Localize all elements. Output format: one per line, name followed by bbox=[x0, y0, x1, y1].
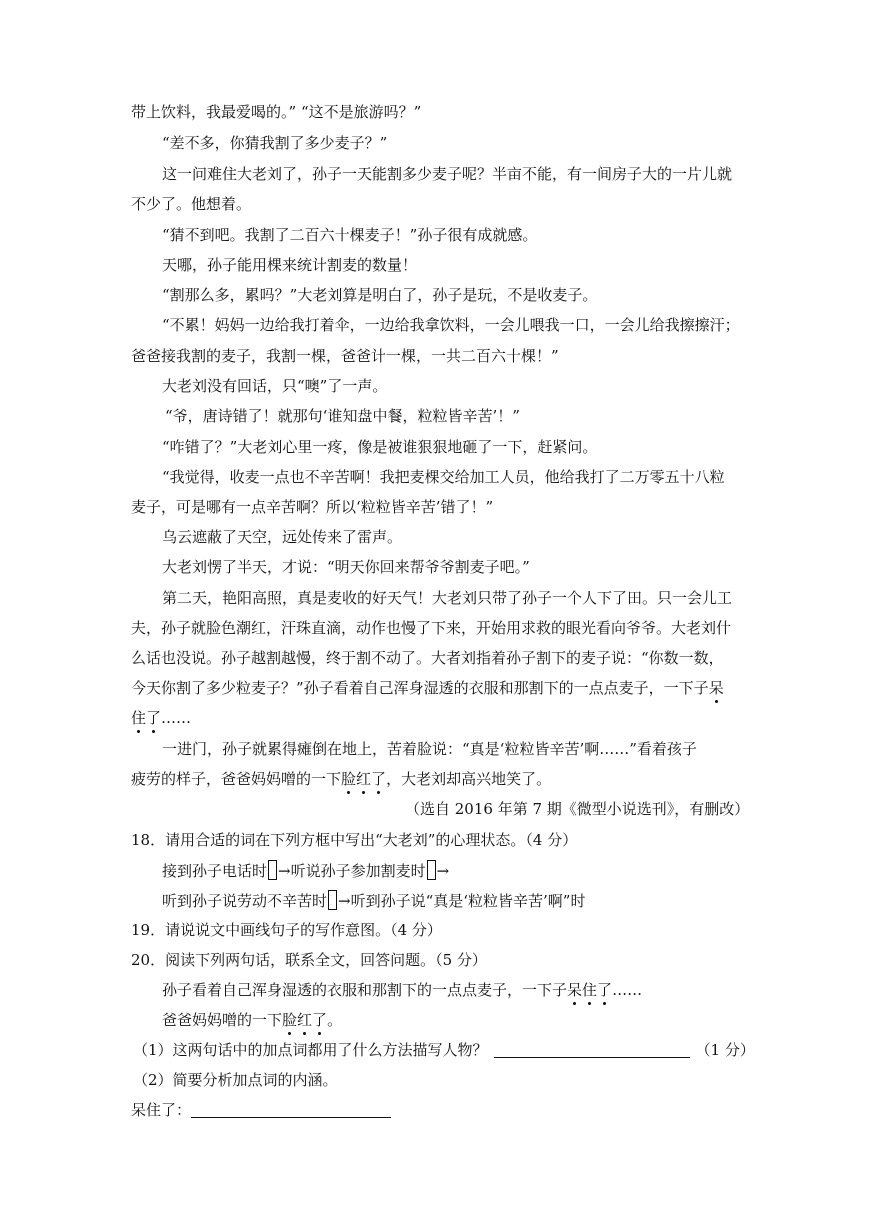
text-segment: 听到孙子说劳动不辛苦时 bbox=[162, 892, 328, 910]
story-line: “不累！妈妈一边给我打着伞，一边给我拿饮料，一会儿喂我一口，一会儿给我擦擦汗； bbox=[162, 316, 740, 334]
answer-box[interactable] bbox=[328, 890, 337, 910]
source-citation: （选自 2016 年第 7 期《微型小说选刊》，有删改） bbox=[405, 800, 750, 818]
emphasis-dot-char: 呆 bbox=[567, 981, 583, 999]
story-line bbox=[131, 708, 191, 728]
text-segment: 今天你割了多少粒麦子？”孙子看着自己浑身湿透的衣服和那割下的一点点麦子，一下子 bbox=[131, 679, 709, 697]
question-20-1 bbox=[133, 1040, 755, 1060]
text-segment: → bbox=[436, 862, 450, 880]
story-line: 大老刘没有回话，只“噢”了一声。 bbox=[162, 377, 388, 395]
emphasis-dot-char: 红 bbox=[356, 770, 372, 788]
question-18: 18．请用合适的词在下列方框中写出“大老刘”的心理状态。（4 分） bbox=[131, 831, 578, 849]
text-segment: 孙子看着自己浑身湿透的衣服和那割下的一点点麦子，一下子 bbox=[162, 981, 568, 999]
emphasis-dot-char: 住 bbox=[582, 981, 598, 999]
text-segment: ，大老刘却高兴地笑了。 bbox=[386, 770, 552, 788]
story-line: 麦子，可是哪有一点辛苦啊？所以‘粒粒皆辛苦’错了！” bbox=[131, 498, 494, 516]
answer-row bbox=[131, 1100, 391, 1120]
question-18-row-1 bbox=[162, 860, 449, 881]
answer-label: 呆住了： bbox=[131, 1101, 192, 1119]
emphasis-dot-char: 了 bbox=[597, 981, 613, 999]
story-line: 乌云遮蔽了天空，远处传来了雷声。 bbox=[162, 528, 403, 546]
question-19: 19．请说说文中画线句子的写作意图。（4 分） bbox=[131, 921, 442, 939]
emphasis-dot-char: 了 bbox=[371, 770, 387, 788]
answer-box[interactable] bbox=[268, 860, 277, 880]
story-line: 第二天，艳阳高照，真是麦收的好天气！大老刘只带了孙子一个人下了田。只一会儿工 bbox=[162, 589, 733, 607]
question-20: 20．阅读下列两句话，联系全文，回答问题。（5 分） bbox=[131, 951, 487, 969]
question-18-row-2 bbox=[162, 890, 585, 911]
story-line bbox=[131, 769, 551, 789]
emphasis-dot-char: 呆 bbox=[708, 679, 724, 697]
text-segment: （1）这两句话中的加点词都用了什么方法描写人物？ bbox=[133, 1041, 488, 1059]
emphasis-dot-char: 住 bbox=[131, 709, 147, 727]
story-line: 带上饮料，我最爱喝的。” “这不是旅游吗？” bbox=[131, 103, 422, 121]
story-line: “爷，唐诗错了！就那句‘谁知盘中餐，粒粒皆辛苦’！” bbox=[165, 407, 520, 425]
quoted-sentence-2 bbox=[162, 1010, 342, 1030]
emphasis-dot-char: 了 bbox=[146, 709, 162, 727]
story-line: 夫，孙子就脸色潮红，汗珠直滴，动作也慢了下来，开始用求救的眼光看向爷爷。大老刘什 bbox=[131, 619, 732, 637]
emphasis-dot-char: 了 bbox=[312, 1011, 328, 1029]
emphasis-dot-char: 红 bbox=[297, 1011, 313, 1029]
story-line: 一进门，孙子就累得瘫倒在地上，苦着脸说：“真是‘粒粒皆辛苦’啊……”看着孩子 bbox=[162, 740, 697, 758]
story-line: 么话也没说。孙子越割越慢，终于割不动了。大者刘指着孙子割下的麦子说：“你数一数， bbox=[131, 649, 724, 667]
score-label: （1 分） bbox=[695, 1041, 755, 1059]
quoted-sentence-1 bbox=[162, 980, 642, 1000]
story-line: “猜不到吧。我割了二百六十棵麦子！”孙子很有成就感。 bbox=[162, 226, 538, 244]
emphasis-dot-char: 脸 bbox=[282, 1011, 298, 1029]
text-segment: …… bbox=[161, 709, 192, 727]
question-20-2: （2）简要分析加点词的内涵。 bbox=[133, 1071, 338, 1089]
story-line: “咋错了？”大老刘心里一疼，像是被谁狠狠地砸了一下，赶紧问。 bbox=[162, 438, 598, 456]
text-segment: →听到孙子说“真是‘粒粒皆辛苦’啊”时 bbox=[338, 892, 586, 910]
text-segment: 。 bbox=[327, 1011, 343, 1029]
story-line bbox=[131, 678, 724, 698]
story-line: “割那么多，累吗？”大老刘算是明白了，孙子是玩，不是收麦子。 bbox=[162, 286, 598, 304]
story-line: 爸爸接我割的麦子，我割一棵，爸爸计一棵，一共二百六十棵！” bbox=[131, 347, 559, 365]
story-line: “差不多，你猜我割了多少麦子？” bbox=[162, 134, 388, 152]
text-segment: 接到孙子电话时 bbox=[162, 862, 268, 880]
answer-blank[interactable] bbox=[494, 1041, 690, 1058]
text-segment: 爸爸妈妈噌的一下 bbox=[162, 1011, 283, 1029]
story-line: “我觉得，收麦一点也不辛苦啊！我把麦棵交给加工人员，他给我打了二万零五十八粒 bbox=[162, 468, 725, 486]
story-line: 不少了。他想着。 bbox=[131, 195, 252, 213]
text-segment: 疲劳的样子，爸爸妈妈噌的一下 bbox=[131, 770, 342, 788]
story-line: 大老刘愣了半天，才说：“明天你回来帮爷爷割麦子吧。” bbox=[162, 558, 530, 576]
emphasis-dot-char: 脸 bbox=[341, 770, 357, 788]
story-line: 天哪，孙子能用棵来统计割麦的数量！ bbox=[162, 256, 418, 274]
text-segment: …… bbox=[612, 981, 643, 999]
story-line: 这一问难住大老刘了，孙子一天能割多少麦子呢？半亩不能，有一间房子大的一片儿就 bbox=[162, 165, 733, 183]
answer-box[interactable] bbox=[427, 860, 436, 880]
text-segment: →听说孙子参加割麦时 bbox=[278, 862, 426, 880]
answer-blank[interactable] bbox=[191, 1101, 391, 1118]
